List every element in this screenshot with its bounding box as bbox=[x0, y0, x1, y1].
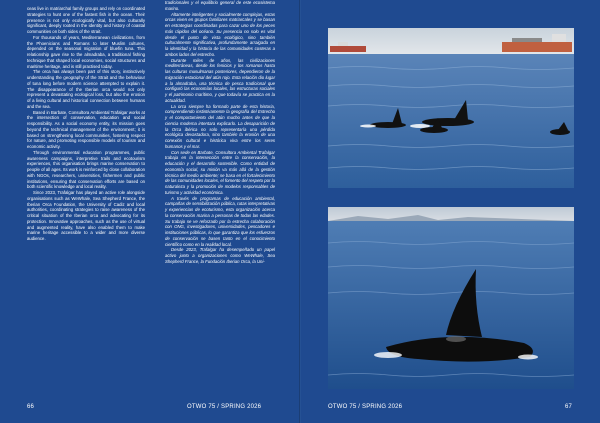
paragraph: Desde 2023, Trafalgar ha desempeñado un papel activo junto a organizaciones como WeWhale, Sea Shepherd France, la Fundación Iberian Orca, la Uni- bbox=[165, 247, 275, 264]
paragraph: tradicionales y el equilibrio general de este ecosistema marino. bbox=[165, 0, 275, 11]
paragraph: Through environmental education programmes, public awareness campaigns, interpretive trails and ecotourism experiences, this organisation brings marine conservation to people of all ages. Its work is reinforced by close collaboration with NGOs, researchers, universities, fishermen and public institutions, ensuring that conservation efforts are based on both scientific knowledge and local reality. bbox=[27, 149, 145, 190]
paragraph: Since 2023, Trafalgar has played an active role alongside organisations such as WeWhale, Sea Shepherd France, the Iberian Orca Foundation, the University of Cadiz and local authorities, coordinating strategies to raise awareness of the critical situation of the Iberian orca and advocating for its protection. Innovative approaches, such as the use of virtual and augmented reality, have also enabled them to make marine heritage accessible to a wider and more diverse audience. bbox=[27, 190, 145, 241]
paragraph: For thousands of years, Mediterranean civilizations, from the Phoenicians and Romans to later Muslim cultures, depended on the seasonal migration of bluefin tuna. This relationship gave rise to the almadraba, a traditional fishing technique that shaped local economies, social structures and maritime heritage, and is still practised today. bbox=[27, 34, 145, 69]
orca-fin-photo bbox=[328, 207, 574, 389]
paragraph: Altamente inteligentes y socialmente complejas, estas orcas viven en grupos familiares matriarcales y se basan en estrategias coordinadas para cazar uno de los peces más rápidos del océano. Su presencia no solo es vital desde el punto de vista ecológico, sino también culturalmente significativa, profundamente arraigada en la identidad y la historia de las comunidades costeras a ambos lados del estrecho. bbox=[165, 11, 275, 57]
page-number-left: 66 bbox=[27, 404, 35, 410]
orca-pod-photo bbox=[328, 28, 574, 188]
paragraph: La orca siempre ha formado parte de esta historia, comprendiendo instintivamente la geografía del Estrecho y el comportamiento del atún mucho antes de que la ciencia moderna intentara explicarlo. La desaparición de la Orca ibérica no solo representaría una pérdida ecológica devastadora, sino también la erosión de una conexión cultural e histórica viva entre los seres humanos y el mar. bbox=[165, 103, 275, 149]
paragraph: The orca has always been part of this story, instinctively understanding the geography of the Strait and the behaviour of tuna long before modern science attempted to explain it. The disappearance of the Iberian orca would not only represent a devastating ecological loss, but also the erosion of a living cultural and historical connection between humans and the sea. bbox=[27, 69, 145, 109]
issue-label-right: OTWO 75 / SPRING 2026 bbox=[328, 404, 403, 410]
paragraph: A través de programas de educación ambiental, campañas de sensibilización pública, rutas interpretativas y experiencias de ecoturismo, esta organización acerca la conservación marina a personas de todas las edades. Su trabajo se ve reforzado por la estrecha colaboración con ONG, investigadores, universidades, pescadores e instituciones públicas, lo que garantiza que los esfuerzos de conservación se basen tanto en el conocimiento científico como en la realidad local. bbox=[165, 195, 275, 247]
paragraph: ceas live in matriarchal family groups and rely on coordinated strategies to hunt one of the fastest fish in the ocean. Their presence is not only ecologically vital, but also culturally significant, deeply rooted in the identity and history of coastal communities on both sides of the strait. bbox=[27, 6, 145, 34]
spread-gutter bbox=[299, 0, 301, 423]
paragraph: Durante miles de años, las civilizaciones mediterráneas, desde los fenicios y los romanos hasta las culturas musulmanas posteriores, dependieron de la migración estacional del atún rojo. Esta relación dio lugar a la almadraba, una técnica de pesca tradicional que configuró las economías locales, las estructuras sociales y el patrimonio marítimo, y que todavía se practica en la actualidad. bbox=[165, 57, 275, 103]
left-page-column-spanish bbox=[165, 0, 275, 390]
issue-label-left: OTWO 75 / SPRING 2026 bbox=[187, 404, 262, 410]
page-number-right: 67 bbox=[565, 404, 573, 410]
paragraph: Con sede en Barbate, Consultora Ambiental Trafalgar trabaja en la intersección entre la conservación, la educación y el desarrollo sostenible. Como entidad de economía social, su misión va más allá de la gestión técnica del medio ambiente; se basa en el fortalecimiento de las comunidades locales, el fomento del respeto por la naturaleza y la promoción de modelos responsables de turismo y actividad económica. bbox=[165, 149, 275, 195]
paragraph: Based in Barbate, Consultora Ambiental Trafalgar works at the intersection of conservation, education and social responsibility. As a social economy entity, its mission goes beyond the technical management of the environment; it is based on strengthening local communities, fostering respect for nature, and promoting responsible models of tourism and economic activity. bbox=[27, 109, 145, 149]
left-page-column-english bbox=[27, 6, 145, 393]
